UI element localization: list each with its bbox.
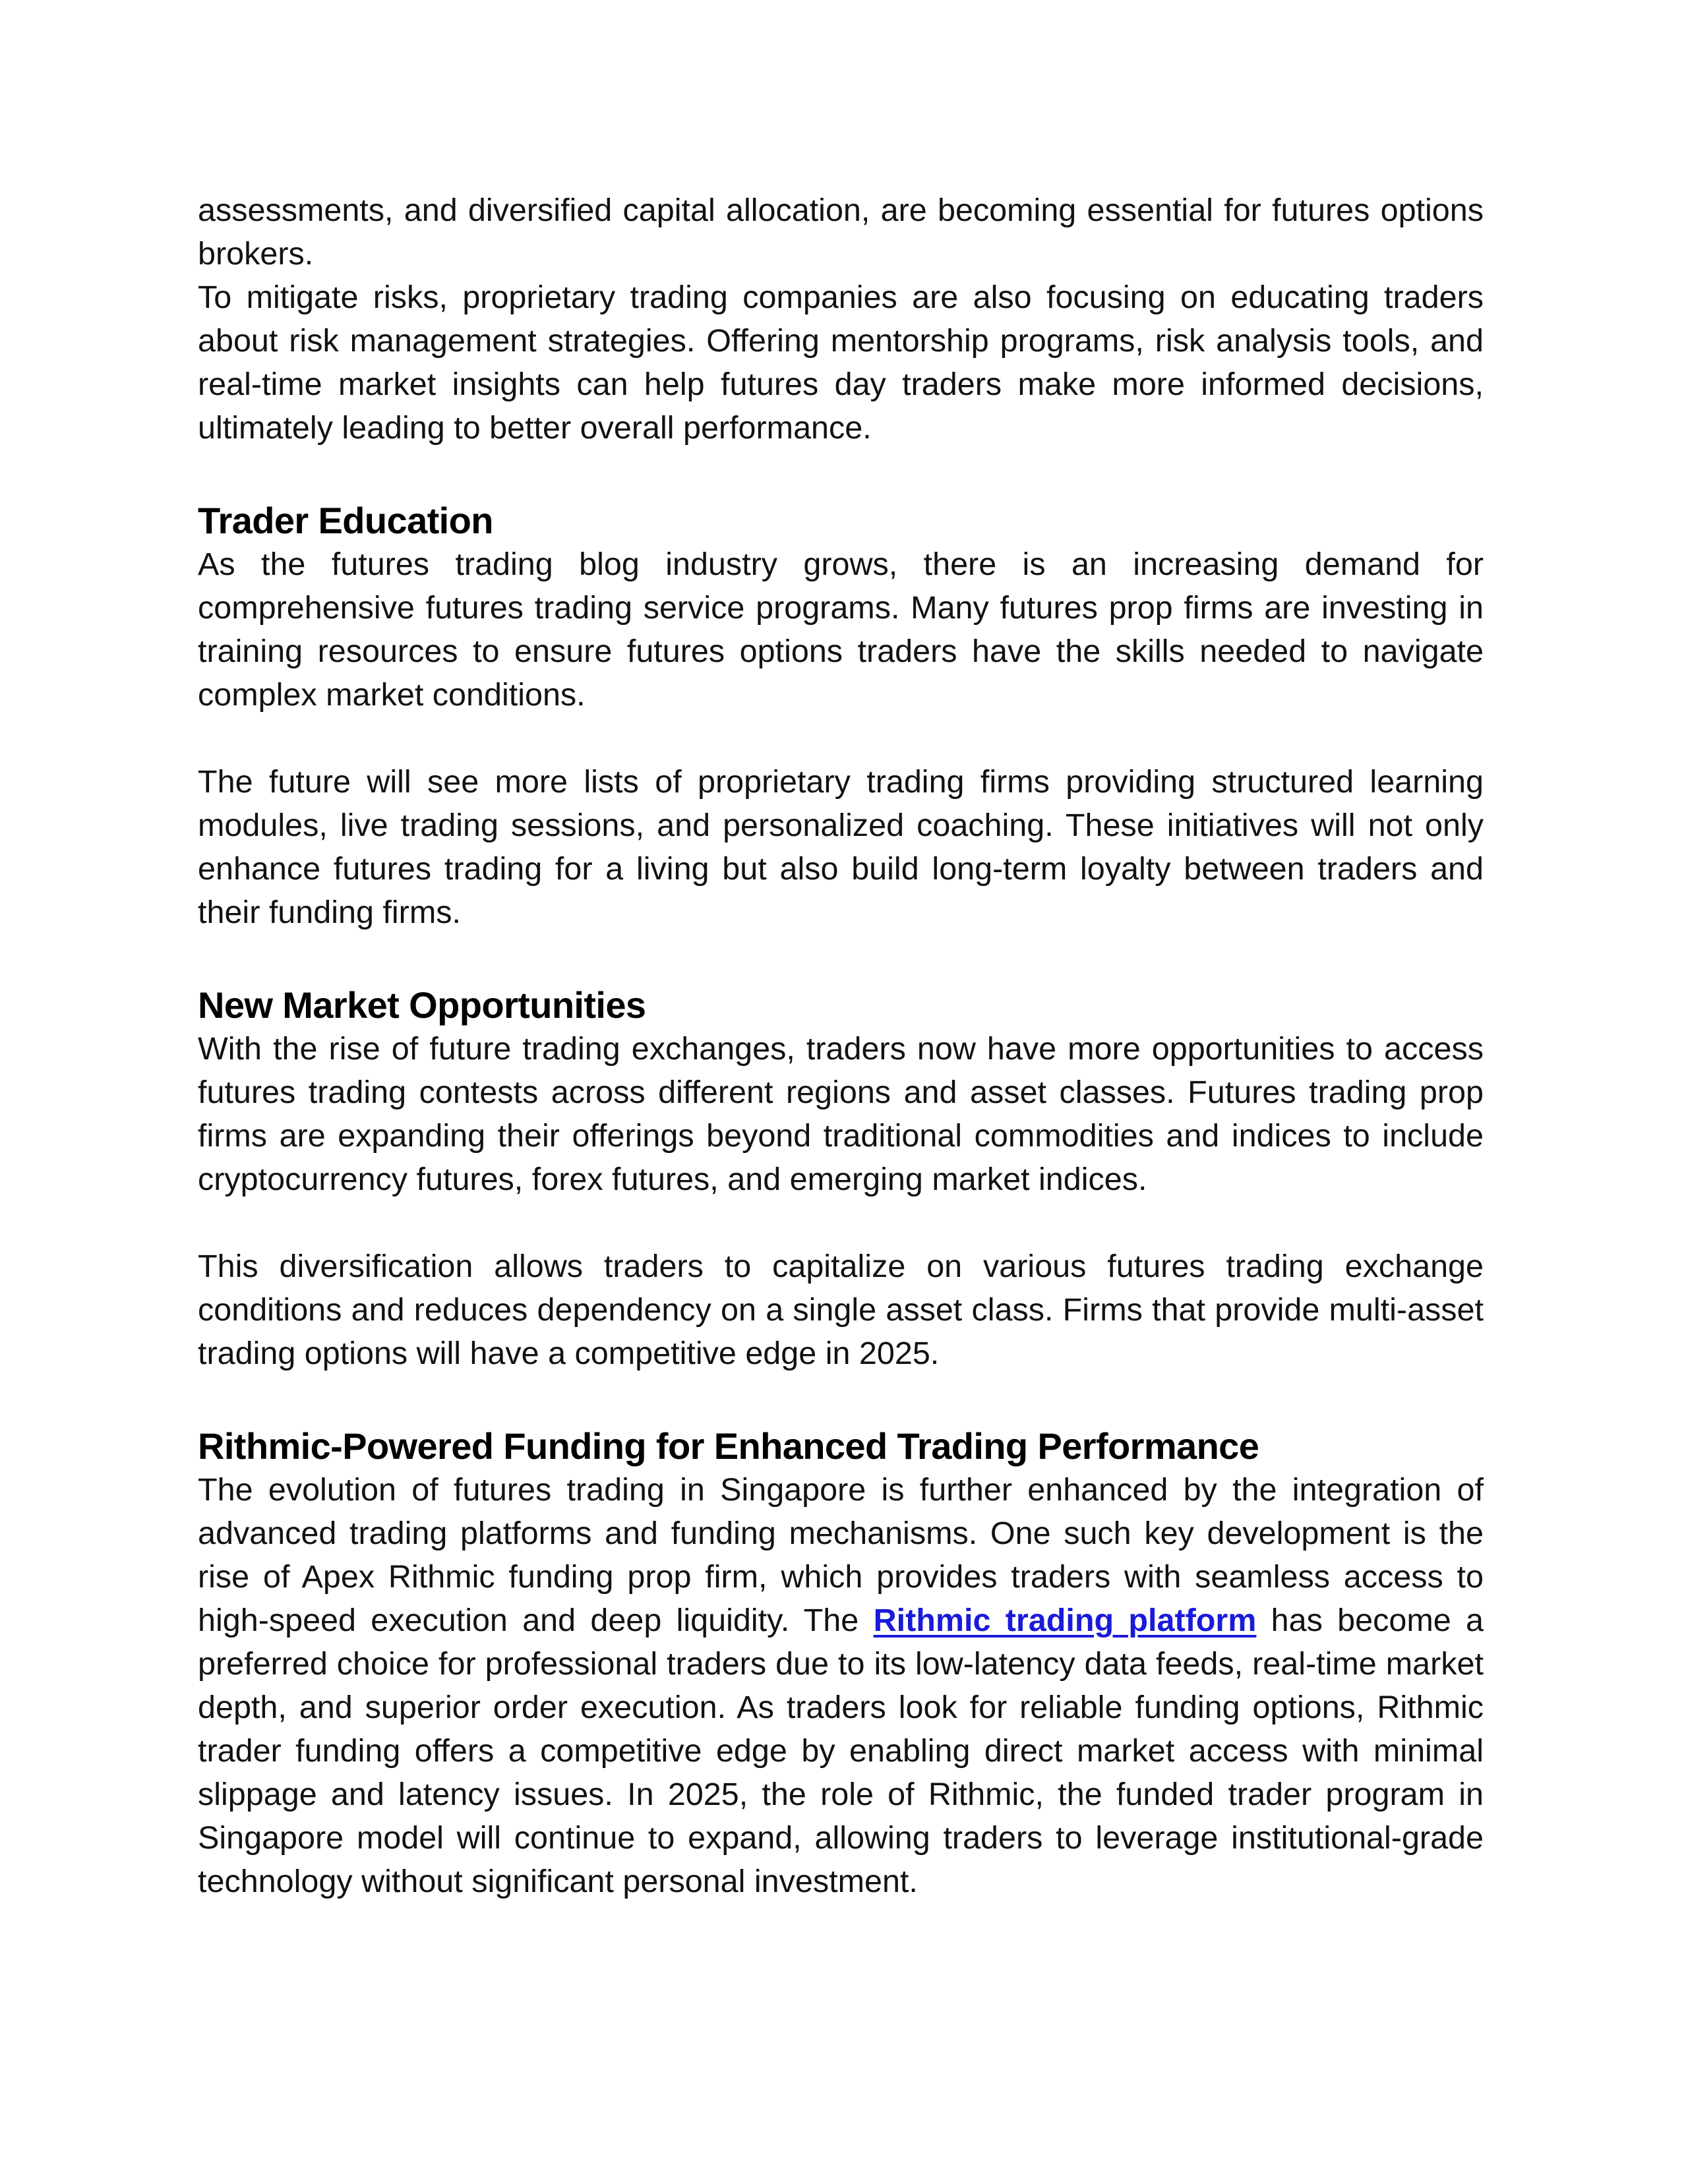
section-heading-new-market-opportunities: New Market Opportunities [198,984,646,1026]
rithmic-paragraph [198,1468,1484,1903]
intro-paragraph-1: assessments, and diversified capital allocation, are becoming essential for futures options brokers. [198,192,1484,272]
new-market-paragraph-1: With the rise of future trading exchanges, traders now have more opportunities to access futures trading contests across different regions and asset classes. Futures trading prop firms are expanding their offerings beyond traditional commodities and indices to include cryptocurrency futures, forex futures, and emerging market indices. [198,1031,1484,1197]
section-heading-trader-education: Trader Education [198,500,493,541]
new-market-paragraph-2: This diversification allows traders to capitalize on various futures trading exchange conditions and reduces dependency on a single asset class. Firms that provide multi-asset trading options will have a competitive edge in 2025. [198,1249,1484,1371]
section-heading-rithmic-funding: Rithmic-Powered Funding for Enhanced Trading Performance [198,1425,1259,1467]
paragraph-spacer [198,717,1484,760]
document-page [198,189,1484,1903]
intro-paragraph-2: To mitigate risks, proprietary trading companies are also focusing on educating traders about risk management strategies. Offering mentorship programs, risk analysis tools, and real-time market insights can help futures day traders make more informed decisions, ultimately leading to better overall performance. [198,280,1484,446]
rithmic-text-after-link: has become a preferred choice for professional traders due to its low-latency data feeds, real-time market depth, and superior order execution. As traders look for reliable funding options, Rithmic trader funding offers a competitive edge by enabling direct market access with minimal slippage and latency issues. In 2025, the role of Rithmic, the funded trader program in Singapore model will continue to expand, allowing traders to leverage institutional-grade technology without significant personal investment. [198,1603,1484,1899]
rithmic-trading-platform-link[interactable]: Rithmic trading platform [873,1603,1257,1638]
paragraph-spacer [198,1201,1484,1245]
trader-education-paragraph-1: As the futures trading blog industry grows, there is an increasing demand for comprehensive futures trading service programs. Many futures prop firms are investing in training resources to ensure futures options traders have the skills needed to navigate complex market conditions. [198,546,1484,713]
rithmic-text-before-link: The evolution of futures trading in Singapore is further enhanced by the integration of advanced trading platforms and funding mechanisms. One such key development is the rise of Apex Rithmic funding prop firm, which provides traders with seamless access to high-speed execution and deep liquidity. The [198,1472,1484,1638]
trader-education-paragraph-2: The future will see more lists of proprietary trading firms providing structured learning modules, live trading sessions, and personalized coaching. These initiatives will not only enhance futures trading for a living but also build long-term loyalty between traders and their funding firms. [198,764,1484,930]
